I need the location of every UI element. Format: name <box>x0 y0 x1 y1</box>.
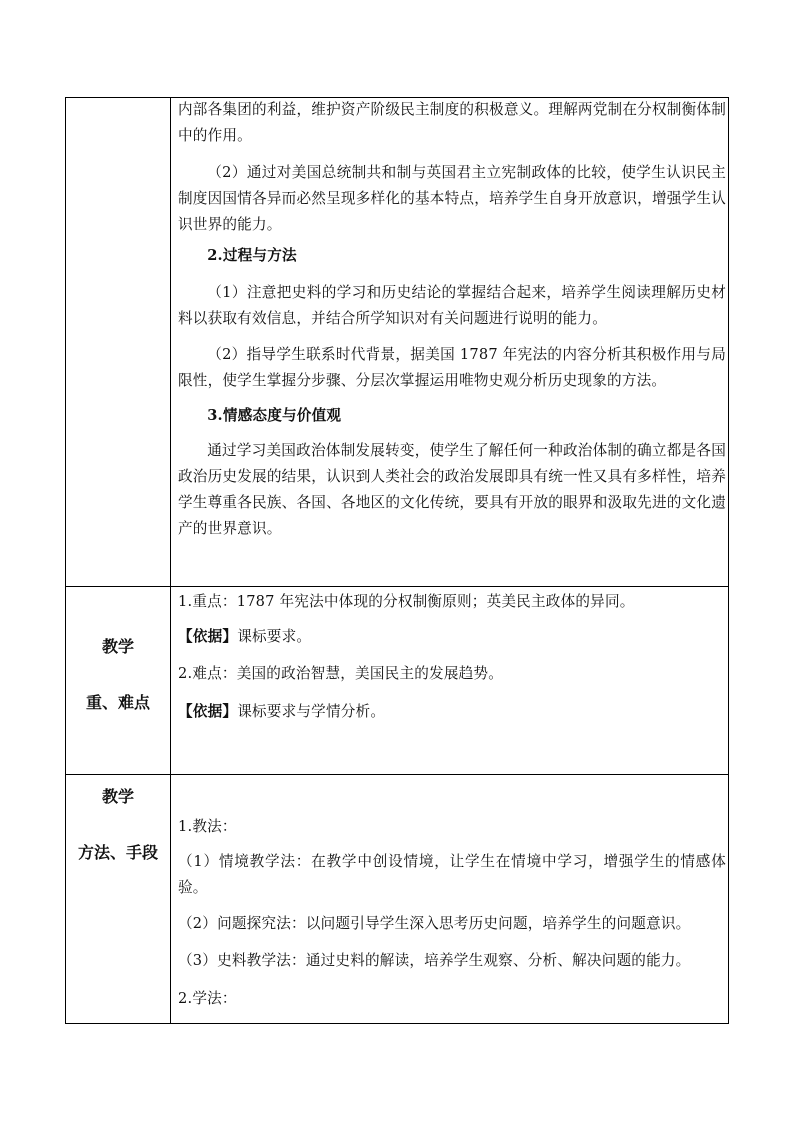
methods-learning-title: 2.学法： <box>178 990 237 1007</box>
objective-paragraph-5: 通过学习美国政治体制发展转变，使学生了解任何一种政治体制的确立都是各国政治历史发展的结果，认识到人类社会的政治发展即具有统一性又具有多样性，培养学生尊重各民族、各国、各地区的文化传统，要具有开放的眼界和汲取先进的文化遗产的世界意识。 <box>178 442 726 537</box>
basis-text: 课标要求与学情分析。 <box>237 703 386 720</box>
keypoint-important: 1.重点：1787 年宪法中体现的分权制衡原则；英美民主政体的异同。 <box>178 593 635 610</box>
methods-teaching-title: 1.教法： <box>178 818 237 835</box>
method-inquiry: （2）问题探究法：以问题引导学生深入思考历史问题，培养学生的问题意识。 <box>178 915 691 932</box>
method-situational: （1）情境教学法：在教学中创设情境，让学生在情境中学习，增强学生的情感体验。 <box>178 853 726 896</box>
keypoint-important-basis <box>178 624 726 650</box>
table-row-divider-2 <box>65 774 729 775</box>
objective-paragraph-1: 内部各集团的利益，维护资产阶级民主制度的积极意义。理解两党制在分权制衡体制中的作用。 <box>178 101 726 144</box>
methods-label-line2: 方法、手段 <box>77 843 158 862</box>
basis-tag: 【依据】 <box>178 703 238 720</box>
methods-label-line1: 教学 <box>101 787 134 806</box>
keypoint-difficult: 2.难点：美国的政治智慧，美国民主的发展趋势。 <box>178 665 503 682</box>
table-border-left <box>65 97 66 1024</box>
table-column-divider <box>170 97 171 1024</box>
method-historical-sources: （3）史料教学法：通过史料的解读，培养学生观察、分析、解决问题的能力。 <box>178 952 691 969</box>
objective-paragraph-3: （1）注意把史料的学习和历史结论的掌握结合起来，培养学生阅读理解历史材料以获取有效信息，并结合所学知识对有关问题进行说明的能力。 <box>178 284 726 327</box>
table-row-divider-1 <box>65 586 729 587</box>
table-border-right <box>728 97 729 1024</box>
objective-heading-process: 2.过程与方法 <box>207 247 297 264</box>
objective-paragraph-4: （2）指导学生联系时代背景，据美国 1787 年宪法的内容分析其积极作用与局限性，使学生掌握分步骤、分层次掌握运用唯物史观分析历史现象的方法。 <box>178 346 726 389</box>
keypoints-label-line2: 重、难点 <box>85 693 150 712</box>
basis-text: 课标要求。 <box>237 628 312 645</box>
objective-paragraph-2: （2）通过对美国总统制共和制与英国君主立宪制政体的比较，使学生认识民主制度因国情各异而必然呈现多样化的基本特点，培养学生自身开放意识，增强学生认识世界的能力。 <box>178 164 726 233</box>
table-border-bottom <box>65 1023 729 1024</box>
keypoints-label-line1: 教学 <box>101 637 134 656</box>
keypoint-difficult-basis <box>178 699 726 725</box>
basis-tag: 【依据】 <box>178 628 238 645</box>
objective-heading-values: 3.情感态度与价值观 <box>207 407 342 424</box>
